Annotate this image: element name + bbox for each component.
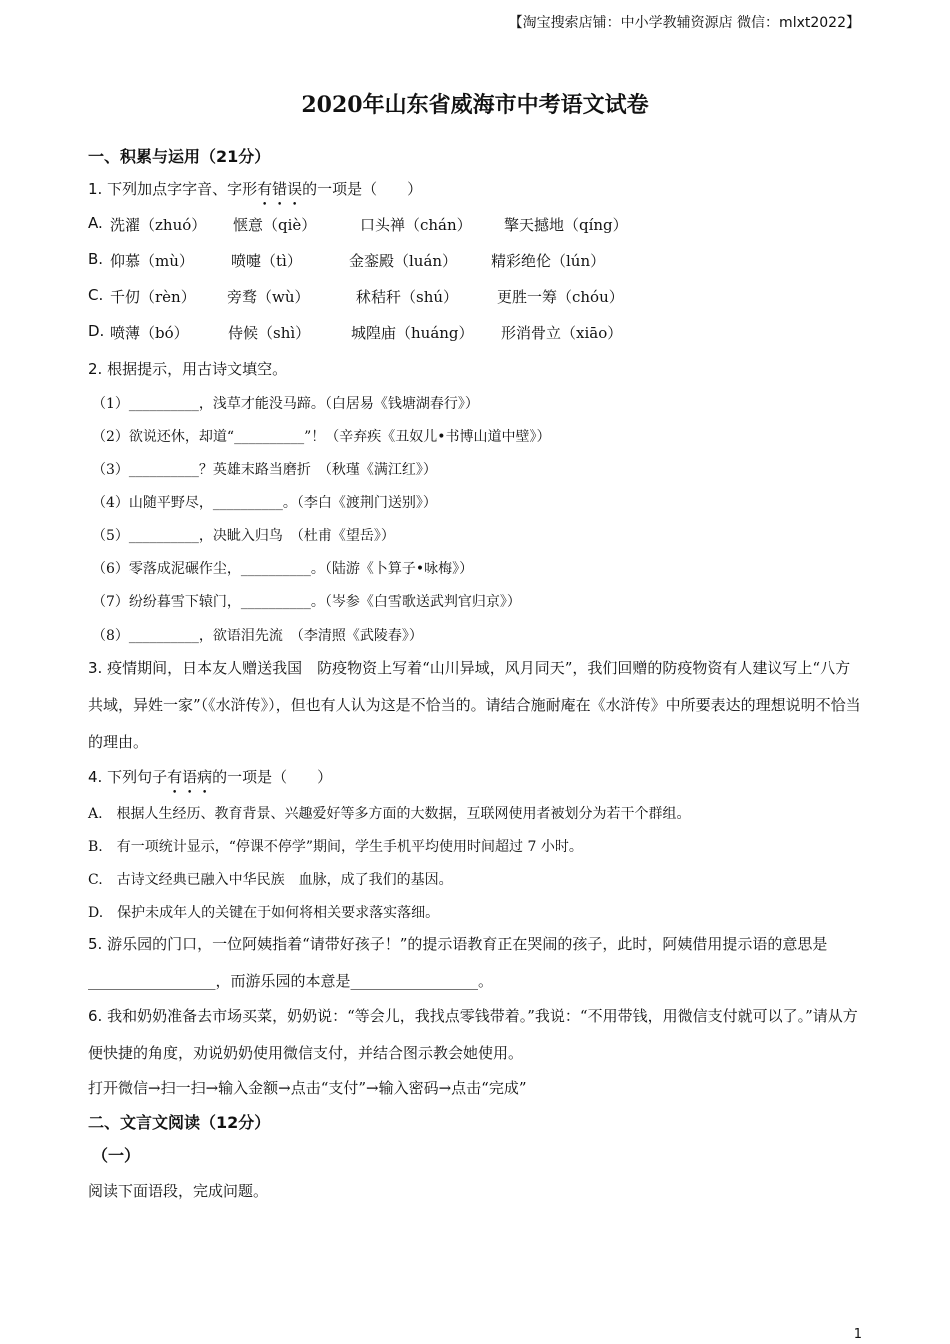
q5-text: 游乐园的门口，一位阿姨指着“请带好孩子！”的提示语教育正在哭闹的孩子，此时，阿姨借用提示语的意思是_________________，而游乐园的本意是_________________。 — [88, 935, 828, 990]
q1-dotted-char: 有 — [257, 180, 273, 198]
q1-option-d — [88, 322, 623, 342]
q6-number: 6. — [88, 1007, 103, 1025]
q2-item: （7）纷纷暮雪下辕门，__________。（岑参《白雪歌送武判官归京》） — [92, 594, 521, 610]
option-item: 擎天撼地（qíng） — [504, 216, 628, 234]
q4-option: A. 根据人生经历、教育背景、兴趣爱好等多方面的大数据，互联网使用者被划分为若干个群组。 — [88, 806, 691, 822]
q1-stem-post: 的一项是（ ） — [302, 180, 423, 198]
q5-number: 5. — [88, 935, 103, 953]
option-label: C. — [88, 286, 104, 304]
q4-option: B. 有一项统计显示，“停课不停学”期间，学生手机平均使用时间超过 7 小时。 — [88, 839, 583, 855]
q3-text: 疫情期间，日本友人赠送我国 防疫物资上写着“山川异域，风月同天”，我们回赠的防疫物资有人建议写上“八方共域，异姓一家”（《水浒传》），但也有人认为这是不恰当的。请结合施耐庵在《水浒传》中所要表达的理想说明不恰当的理由。 — [88, 659, 861, 751]
q2-item: （1）__________，浅草才能没马蹄。（白居易《钱塘湖春行》） — [92, 396, 479, 412]
header-note: 【淘宝搜索店铺：中小学教辅资源店 微信：mlxt2022】 — [508, 15, 860, 31]
q2-item: （5）__________，决眦入归鸟 （杜甫《望岳》） — [92, 528, 395, 544]
q2-item: （6）零落成泥碾作尘，__________。（陆游《卜算子•咏梅》） — [92, 561, 474, 577]
q6-flow: 打开微信→扫一扫→输入金额→点击“支付”→输入密码→点击“完成” — [88, 1079, 527, 1097]
q6-text: 我和奶奶准备去市场买菜，奶奶说：“等会儿，我找点零钱带着。”我说：“不用带钱，用微信支付就可以了。”请从方便快捷的角度，劝说奶奶使用微信支付，并结合图示教会她使用。 — [88, 1007, 858, 1062]
option-item: 形消骨立（xiāo） — [501, 324, 623, 342]
q1-option-b — [88, 250, 606, 270]
q1-option-c — [88, 286, 624, 306]
page-title: 2020年山东省威海市中考语文试卷 — [301, 92, 649, 118]
option-item: 喷薄（bó） — [110, 324, 189, 342]
q5-question — [88, 926, 864, 1000]
option-label: B. — [88, 250, 104, 268]
option-item: 口头禅（chán） — [360, 216, 472, 234]
option-item: 金銮殿（luán） — [349, 252, 458, 270]
option-label: D. — [88, 322, 105, 340]
option-item: 旁骛（wù） — [227, 288, 310, 306]
option-label: A. — [88, 214, 103, 232]
section2-heading: 二、文言文阅读（12分） — [88, 1113, 271, 1132]
option-item: 惬意（qiè） — [233, 216, 317, 234]
q4-stem-post: 的一项是（ ） — [212, 768, 333, 786]
q3-question — [88, 650, 864, 761]
option-item: 仰慕（mù） — [110, 252, 194, 270]
q2-item: （8）__________，欲语泪先流 （李清照《武陵春》） — [92, 628, 423, 644]
q4-stem-pre: 下列句子 — [107, 768, 168, 786]
q2-stem-text: 根据提示，用古诗文填空。 — [107, 360, 288, 378]
option-item: 精彩绝伦（lún） — [491, 252, 606, 270]
q4-stem — [88, 766, 332, 787]
q2-number: 2. — [88, 360, 103, 378]
option-item: 洗濯（zhuó） — [110, 216, 207, 234]
q4-number: 4. — [88, 768, 103, 786]
q4-dotted-char: 语 — [182, 768, 198, 786]
q2-item: （4）山随平野尽，__________。（李白《渡荆门送别》） — [92, 495, 437, 511]
q4-option: D. 保护未成年人的关键在于如何将相关要求落实落细。 — [88, 905, 440, 921]
option-item: 更胜一筹（chóu） — [497, 288, 624, 306]
q4-dotted-char: 病 — [197, 768, 213, 786]
option-item: 千仞（rèn） — [110, 288, 196, 306]
q6-question — [88, 998, 864, 1072]
section1-heading: 一、积累与运用（21分） — [88, 147, 271, 166]
option-item: 秫秸秆（shú） — [356, 288, 459, 306]
section2-instruction: 阅读下面语段，完成问题。 — [88, 1182, 269, 1200]
q3-number: 3. — [88, 659, 103, 677]
option-item: 城隍庙（huáng） — [351, 324, 474, 342]
q1-dotted-char: 误 — [287, 180, 303, 198]
q4-dotted-char: 有 — [167, 768, 183, 786]
option-item: 侍候（shì） — [228, 324, 311, 342]
q1-dotted-char: 错 — [272, 180, 288, 198]
q4-option: C. 古诗文经典已融入中华民族 血脉，成了我们的基因。 — [88, 872, 453, 888]
q2-item: （2）欲说还休，却道“__________”！（辛弃疾《丑奴儿•书博山道中壁》） — [92, 429, 551, 445]
q1-stem — [88, 178, 422, 199]
q1-stem-pre: 下列加点字字音、字形 — [107, 180, 258, 198]
q2-item: （3）__________？英雄末路当磨折 （秋瑾《满江红》） — [92, 462, 437, 478]
q2-stem — [88, 358, 287, 379]
page-number: 1 — [853, 1327, 862, 1342]
q1-number: 1. — [88, 180, 103, 198]
section2-subheading: （一） — [92, 1146, 141, 1165]
q1-option-a — [88, 214, 628, 234]
option-item: 喷嚏（tì） — [231, 252, 302, 270]
